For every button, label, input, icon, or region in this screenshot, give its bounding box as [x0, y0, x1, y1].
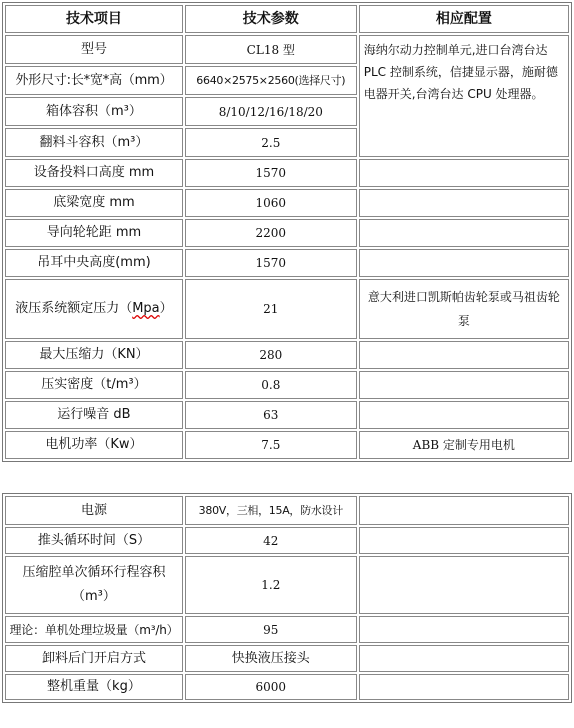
config-empty	[359, 341, 569, 369]
table-row	[5, 616, 569, 643]
row-label: 压缩腔单次循环行程容积（m³）	[5, 556, 183, 614]
row-label: 电源	[5, 496, 183, 525]
config-empty	[359, 527, 569, 554]
row-label: 整机重量（kg）	[5, 674, 183, 700]
table-row	[5, 431, 569, 459]
header-config: 相应配置	[359, 5, 569, 33]
label-suffix: ）	[159, 301, 173, 316]
row-value: 380V，三相，15A，防水设计	[185, 496, 357, 525]
row-value: 63	[185, 401, 357, 429]
row-value: 1.2	[185, 556, 357, 614]
config-empty	[359, 371, 569, 399]
row-label: 运行噪音 dB	[5, 401, 183, 429]
row-value: 0.8	[185, 371, 357, 399]
config-control-system: 海纳尔动力控制单元,进口台湾台达 PLC 控制系统，信捷显示器，施耐德电器开关,台湾台达 CPU 处理器。	[359, 35, 569, 157]
row-label: 翻料斗容积（m³）	[5, 128, 183, 157]
row-value: CL18 型	[185, 35, 357, 64]
config-empty	[359, 159, 569, 187]
table-row	[5, 279, 569, 339]
config-empty	[359, 616, 569, 643]
row-label: 箱体容积（m³）	[5, 97, 183, 126]
table-row	[5, 496, 569, 525]
spec-table-main	[2, 2, 572, 462]
table-row	[5, 35, 569, 64]
row-value: 6000	[185, 674, 357, 700]
table-row	[5, 189, 569, 217]
table-header-row	[5, 5, 569, 33]
table-row	[5, 341, 569, 369]
row-label: 理论：单机处理垃圾量（m³/h）	[5, 616, 183, 643]
config-empty	[359, 556, 569, 614]
table-row	[5, 645, 569, 672]
row-value: 6640×2575×2560(选择尺寸)	[185, 66, 357, 95]
row-value: 2.5	[185, 128, 357, 157]
label-unit: Mpa	[132, 301, 160, 316]
label-prefix: 液压系统额定压力（	[15, 301, 133, 316]
row-value: 42	[185, 527, 357, 554]
table-row	[5, 401, 569, 429]
table-row	[5, 556, 569, 614]
row-label: 导向轮轮距 mm	[5, 219, 183, 247]
row-value: 1570	[185, 249, 357, 277]
header-param: 技术参数	[185, 5, 357, 33]
row-label: 底梁宽度 mm	[5, 189, 183, 217]
header-item: 技术项目	[5, 5, 183, 33]
row-label: 型号	[5, 35, 183, 64]
config-empty	[359, 496, 569, 525]
table-row	[5, 219, 569, 247]
row-label: 外形尺寸:长*宽*高（mm）	[5, 66, 183, 95]
row-value: 280	[185, 341, 357, 369]
row-label	[5, 279, 183, 339]
table-row	[5, 249, 569, 277]
row-value: 2200	[185, 219, 357, 247]
table-row	[5, 674, 569, 700]
row-value: 7.5	[185, 431, 357, 459]
row-label: 压实密度（t/m³）	[5, 371, 183, 399]
row-value: 1060	[185, 189, 357, 217]
spec-table-secondary	[2, 493, 572, 703]
row-label: 设备投料口高度 mm	[5, 159, 183, 187]
config-empty	[359, 249, 569, 277]
config-empty	[359, 219, 569, 247]
table-row	[5, 371, 569, 399]
row-value: 快换液压接头	[185, 645, 357, 672]
row-value: 21	[185, 279, 357, 339]
config-empty	[359, 674, 569, 700]
config-gear-pump: 意大利进口凯斯帕齿轮泵或马祖齿轮泵	[359, 279, 569, 339]
row-value: 95	[185, 616, 357, 643]
config-empty	[359, 189, 569, 217]
row-value: 1570	[185, 159, 357, 187]
table-row	[5, 527, 569, 554]
row-label: 吊耳中央高度(mm)	[5, 249, 183, 277]
row-label: 电机功率（Kw）	[5, 431, 183, 459]
config-empty	[359, 401, 569, 429]
row-label: 推头循环时间（S）	[5, 527, 183, 554]
table-row	[5, 159, 569, 187]
config-motor: ABB 定制专用电机	[359, 431, 569, 459]
row-value: 8/10/12/16/18/20	[185, 97, 357, 126]
row-label: 最大压缩力（KN）	[5, 341, 183, 369]
row-label: 卸料后门开启方式	[5, 645, 183, 672]
config-empty	[359, 645, 569, 672]
